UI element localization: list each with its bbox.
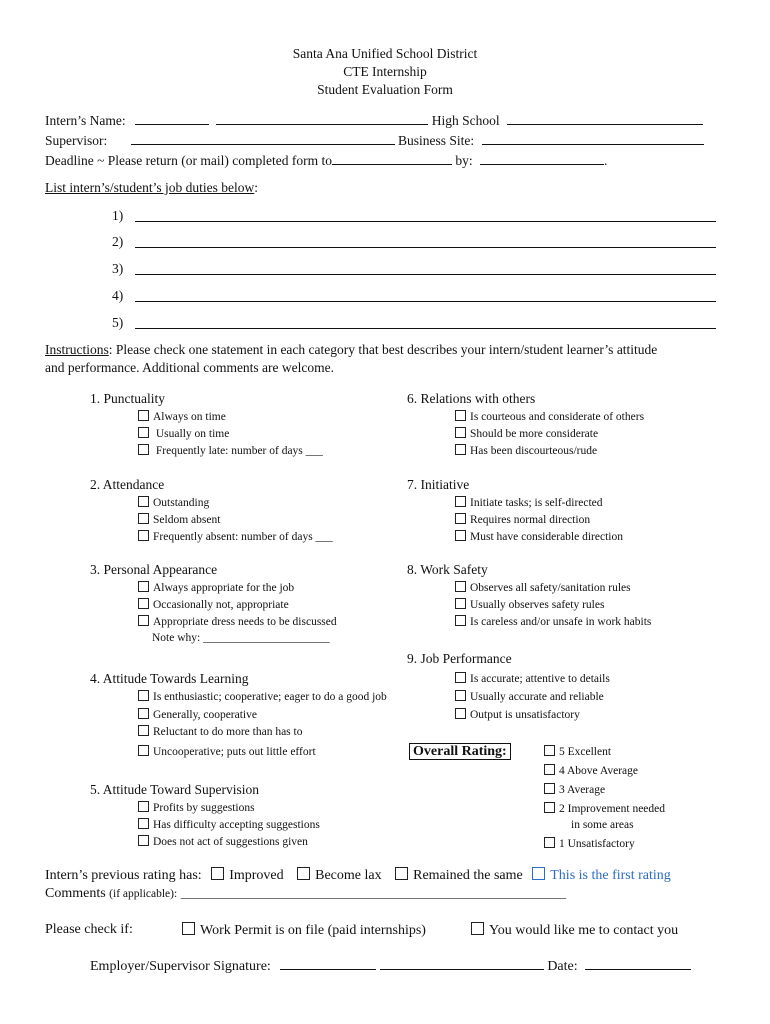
checkbox[interactable] <box>297 867 310 880</box>
comments-row <box>45 886 566 902</box>
initiative-option-2[interactable]: Requires normal direction <box>455 513 590 526</box>
checkbox[interactable] <box>455 513 466 524</box>
checkbox[interactable] <box>455 615 466 626</box>
category-relations-title: 6. Relations with others <box>407 391 536 406</box>
duty-2-line[interactable] <box>135 247 716 248</box>
checkbox[interactable] <box>471 922 484 935</box>
business-site-label: Business Site: <box>398 133 475 148</box>
overall-option-4[interactable]: 4 Above Average <box>544 764 638 777</box>
duty-5-line[interactable] <box>135 328 716 329</box>
interns-name-field-b[interactable] <box>216 112 428 125</box>
duty-5-label: 5) <box>112 315 124 330</box>
overall-option-2-cont: in some areas <box>571 819 634 831</box>
previous-rating-row <box>45 867 671 884</box>
checkbox[interactable] <box>455 410 466 421</box>
duties-colon: : <box>254 180 259 195</box>
checkbox[interactable] <box>395 867 408 880</box>
checkbox[interactable] <box>544 745 555 756</box>
work-permit-option[interactable]: Work Permit is on file (paid internships) <box>182 922 426 939</box>
checkbox[interactable] <box>138 818 149 829</box>
supervision-option-1[interactable]: Profits by suggestions <box>138 801 255 814</box>
supervisor-field[interactable] <box>131 132 395 145</box>
overall-option-2[interactable]: 2 Improvement needed <box>544 802 665 815</box>
checkbox[interactable] <box>138 745 149 756</box>
form-title: Student Evaluation Form <box>317 82 453 97</box>
category-supervision-title: 5. Attitude Toward Supervision <box>90 782 260 797</box>
relations-option-3[interactable]: Has been discourteous/rude <box>455 444 597 457</box>
checkbox[interactable] <box>138 427 149 438</box>
checkbox[interactable] <box>138 513 149 524</box>
comments-note: (if applicable): <box>109 888 178 900</box>
overall-rating-label: Overall Rating: <box>409 743 511 760</box>
please-check-label: Please check if: <box>45 922 133 937</box>
checkbox[interactable] <box>532 867 545 880</box>
category-punctuality-title: 1. Punctuality <box>90 391 165 406</box>
previous-become-lax[interactable]: Become lax <box>297 868 381 883</box>
checkbox[interactable] <box>455 598 466 609</box>
date-label: Date: <box>547 959 578 974</box>
checkbox[interactable] <box>138 801 149 812</box>
checkbox[interactable] <box>455 444 466 455</box>
relations-option-1[interactable]: Is courteous and considerate of others <box>455 410 644 423</box>
checkbox[interactable] <box>138 708 149 719</box>
checkbox[interactable] <box>182 922 195 935</box>
district-title: Santa Ana Unified School District <box>292 46 478 61</box>
attendance-option-3[interactable]: Frequently absent: number of days ___ <box>138 530 333 543</box>
return-to-field[interactable] <box>332 152 452 165</box>
interns-name-row <box>45 112 703 129</box>
checkbox[interactable] <box>138 530 149 541</box>
checkbox[interactable] <box>138 725 149 736</box>
appearance-option-3[interactable]: Appropriate dress needs to be discussed <box>138 615 337 628</box>
learning-option-3[interactable]: Reluctant to do more than has to <box>138 725 302 738</box>
checkbox[interactable] <box>455 581 466 592</box>
comments-label: Comments <box>45 886 106 901</box>
checkbox[interactable] <box>138 598 149 609</box>
attendance-option-2[interactable]: Seldom absent <box>138 513 220 526</box>
deadline-label: Deadline ~ Please return (or mail) completed form to <box>45 153 332 168</box>
punctuality-option-1[interactable]: Always on time <box>138 410 226 423</box>
category-performance-title: 9. Job Performance <box>407 651 512 666</box>
instructions-label: Instructions <box>45 342 109 357</box>
duty-4-line[interactable] <box>135 301 716 302</box>
performance-option-3[interactable]: Output is unsatisfactory <box>455 708 580 721</box>
period: . <box>603 153 608 168</box>
instructions-line1 <box>45 342 657 358</box>
high-school-field[interactable] <box>507 112 703 125</box>
appearance-option-1[interactable]: Always appropriate for the job <box>138 581 294 594</box>
checkbox[interactable] <box>455 427 466 438</box>
learning-option-2[interactable]: Generally, cooperative <box>138 708 257 721</box>
date-field[interactable] <box>585 957 691 970</box>
safety-option-3[interactable]: Is careless and/or unsafe in work habits <box>455 615 651 628</box>
checkbox[interactable] <box>455 672 466 683</box>
attendance-option-1[interactable]: Outstanding <box>138 496 209 509</box>
checkbox[interactable] <box>544 802 555 813</box>
category-initiative-title: 7. Initiative <box>407 477 470 492</box>
by-label: by: <box>455 153 473 168</box>
previous-remained-same[interactable]: Remained the same <box>395 868 523 883</box>
duty-2-label: 2) <box>112 234 124 249</box>
checkbox[interactable] <box>138 690 149 701</box>
checkbox[interactable] <box>455 690 466 701</box>
punctuality-option-2[interactable]: Usually on time <box>138 427 229 440</box>
appearance-option-2[interactable]: Occasionally not, appropriate <box>138 598 289 611</box>
checkbox[interactable] <box>455 496 466 507</box>
supervision-option-3[interactable]: Does not act of suggestions given <box>138 835 308 848</box>
signature-label: Employer/Supervisor Signature: <box>90 959 271 974</box>
relations-option-2[interactable]: Should be more considerate <box>455 427 598 440</box>
checkbox[interactable] <box>455 708 466 719</box>
comments-field[interactable]: ___________________________________________________________________ <box>180 888 566 900</box>
checkbox[interactable] <box>138 835 149 846</box>
instructions-line2: and performance. Additional comments are welcome. <box>45 360 335 375</box>
checkbox[interactable] <box>138 410 149 421</box>
learning-option-1[interactable]: Is enthusiastic; cooperative; eager to do a good job <box>138 690 387 703</box>
interns-name-label: Intern’s Name: <box>45 113 126 128</box>
duty-4-label: 4) <box>112 288 124 303</box>
checkbox[interactable] <box>138 581 149 592</box>
appearance-note-why[interactable]: Note why: ______________________ <box>152 632 330 644</box>
checkbox[interactable] <box>544 783 555 794</box>
safety-option-1[interactable]: Observes all safety/sanitation rules <box>455 581 631 594</box>
previous-rating-label: Intern’s previous rating has: <box>45 868 202 883</box>
performance-option-2[interactable]: Usually accurate and reliable <box>455 690 604 703</box>
duties-heading-row <box>45 180 258 196</box>
supervisor-row <box>45 132 704 149</box>
initiative-option-3[interactable]: Must have considerable direction <box>455 530 623 543</box>
duty-3-label: 3) <box>112 261 124 276</box>
checkbox[interactable] <box>138 615 149 626</box>
safety-option-2[interactable]: Usually observes safety rules <box>455 598 604 611</box>
instructions-text1: : Please check one statement in each category that best describes your intern/student learner’s attitude <box>108 342 658 357</box>
overall-option-1[interactable]: 1 Unsatisfactory <box>544 837 635 850</box>
checkbox[interactable] <box>544 837 555 848</box>
contact-me-option[interactable]: You would like me to contact you <box>471 922 678 939</box>
signature-row <box>90 957 691 975</box>
overall-option-5[interactable]: 5 Excellent <box>544 745 611 758</box>
supervision-option-2[interactable]: Has difficulty accepting suggestions <box>138 818 320 831</box>
category-safety-title: 8. Work Safety <box>407 562 488 577</box>
signature-field-b[interactable] <box>380 957 544 970</box>
previous-first-rating[interactable]: This is the first rating <box>532 868 671 883</box>
duty-3-line[interactable] <box>135 274 716 275</box>
duties-heading: List intern’s/student’s job duties below <box>45 180 255 195</box>
performance-option-1[interactable]: Is accurate; attentive to details <box>455 672 610 685</box>
deadline-row <box>45 152 607 169</box>
punctuality-option-3[interactable]: Frequently late: number of days ___ <box>138 444 323 457</box>
learning-option-4[interactable]: Uncooperative; puts out little effort <box>138 745 316 758</box>
interns-name-field-a[interactable] <box>135 112 209 125</box>
checkbox[interactable] <box>544 764 555 775</box>
supervisor-label: Supervisor: <box>45 133 108 148</box>
initiative-option-1[interactable]: Initiate tasks; is self-directed <box>455 496 603 509</box>
program-title: CTE Internship <box>343 64 427 79</box>
signature-field-a[interactable] <box>280 957 376 970</box>
checkbox[interactable] <box>138 496 149 507</box>
checkbox[interactable] <box>455 530 466 541</box>
by-date-field[interactable] <box>480 152 604 165</box>
checkbox[interactable] <box>211 867 224 880</box>
category-learning-title: 4. Attitude Towards Learning <box>90 671 249 686</box>
previous-improved[interactable]: Improved <box>211 868 283 883</box>
duty-1-label: 1) <box>112 208 124 223</box>
checkbox[interactable] <box>138 444 149 455</box>
duty-1-line[interactable] <box>135 221 716 222</box>
business-site-field[interactable] <box>482 132 704 145</box>
high-school-label: High School <box>431 113 500 128</box>
category-attendance-title: 2. Attendance <box>90 477 165 492</box>
overall-option-3[interactable]: 3 Average <box>544 783 605 796</box>
category-appearance-title: 3. Personal Appearance <box>90 562 218 577</box>
